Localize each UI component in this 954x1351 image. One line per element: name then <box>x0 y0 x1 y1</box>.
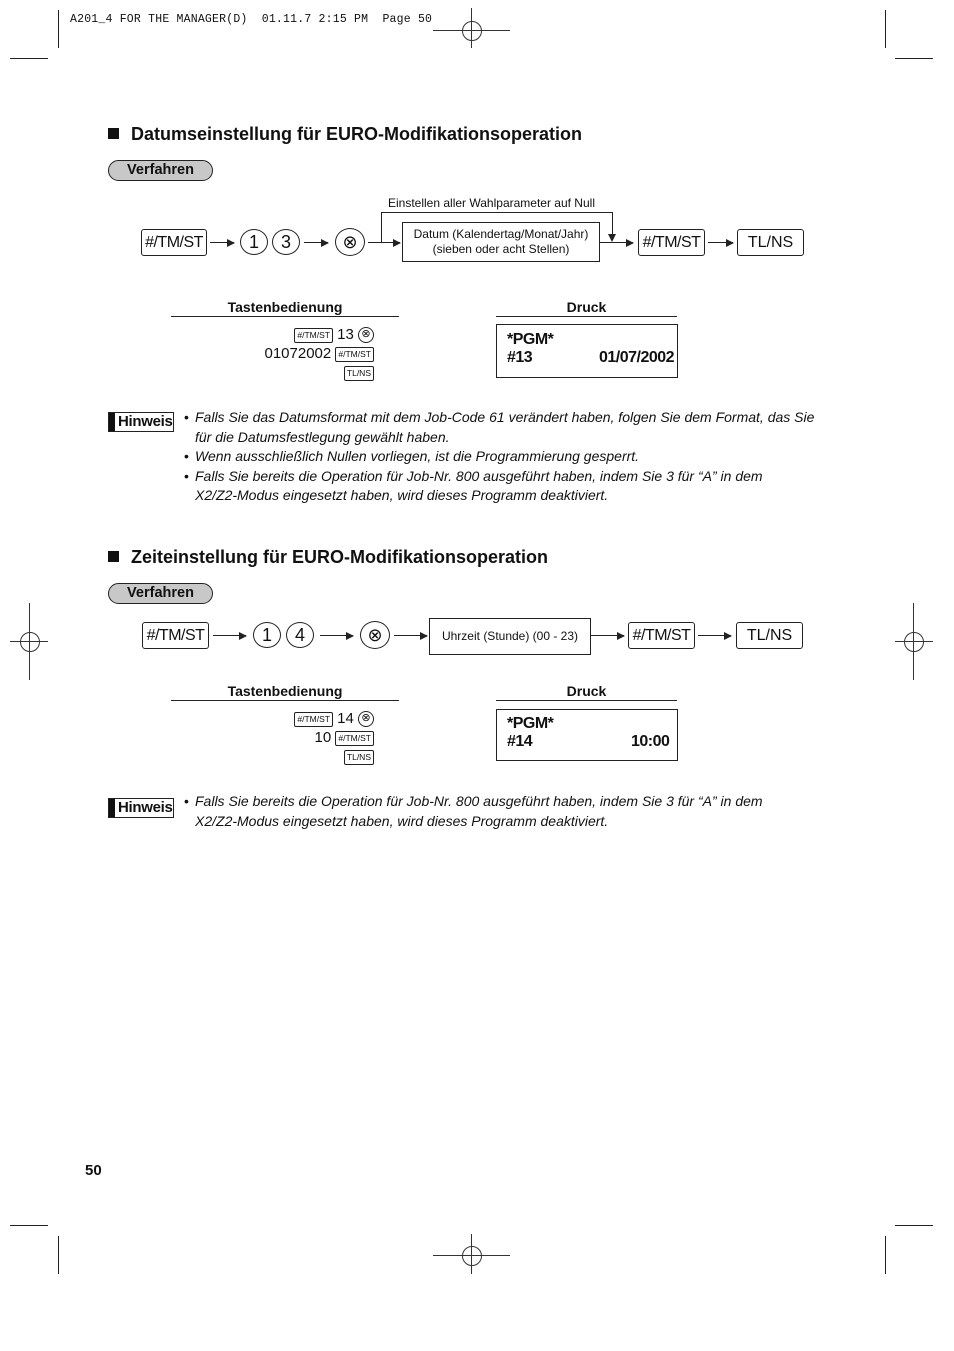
digit-key-3: 3 <box>272 229 300 255</box>
multiply-key-icon: ⊗ <box>358 327 374 343</box>
print-heading: Druck <box>566 299 607 315</box>
key-op-row <box>200 748 374 765</box>
note-badge: Hinweis <box>108 798 174 818</box>
digit-key-4: 4 <box>286 622 314 648</box>
section-bullet-icon <box>108 551 119 562</box>
receipt-line: 01/07/2002 <box>599 349 675 366</box>
key-op-row <box>200 710 374 727</box>
bypass-caption: Einstellen aller Wahlparameter auf Null <box>388 196 595 210</box>
key-operation-heading: Tastenbedienung <box>227 299 343 315</box>
receipt-line: *PGM* <box>507 331 554 348</box>
key-op-value: 10 <box>314 729 332 746</box>
note-list <box>184 408 824 506</box>
tm-st-key: #/TM/ST <box>294 712 333 727</box>
multiply-key-icon: ⊗ <box>360 621 390 649</box>
tm-st-key: #/TM/ST <box>335 731 374 746</box>
key-op-value: 01072002 <box>264 345 332 362</box>
key-op-value: 13 <box>337 326 354 343</box>
receipt-line: *PGM* <box>507 715 554 732</box>
tm-st-key: #/TM/ST <box>294 328 333 343</box>
tm-st-key: #/TM/ST <box>335 347 374 362</box>
note-item: • Wenn ausschließlich Nullen vorliegen, ist die Programmierung gesperrt. <box>184 447 824 467</box>
receipt-print <box>496 709 678 761</box>
date-input-box: Datum (Kalendertag/Monat/Jahr) (sieben oder acht Stellen) <box>402 222 600 262</box>
key-op-row <box>200 345 374 362</box>
tm-st-key: #/TM/ST <box>142 622 209 649</box>
digit-key-1: 1 <box>253 622 281 648</box>
receipt-line: #13 <box>507 349 533 366</box>
note-list <box>184 792 789 831</box>
tl-ns-key: TL/NS <box>737 229 804 256</box>
multiply-key-icon: ⊗ <box>335 228 365 256</box>
tl-ns-key: TL/NS <box>736 622 803 649</box>
tl-ns-key: TL/NS <box>344 366 374 381</box>
note-badge: Hinweis <box>108 412 174 432</box>
receipt-line: 10:00 <box>631 733 670 750</box>
key-op-row <box>200 364 374 381</box>
key-op-row <box>200 326 374 343</box>
receipt-print <box>496 324 678 378</box>
digit-key-1: 1 <box>240 229 268 255</box>
section-bullet-icon <box>108 128 119 139</box>
key-operation-heading: Tastenbedienung <box>227 683 343 699</box>
tm-st-key: #/TM/ST <box>638 229 705 256</box>
section-title-time: Zeiteinstellung für EURO-Modifikationsoperation <box>108 547 548 568</box>
print-heading: Druck <box>566 683 607 699</box>
procedure-badge: Verfahren <box>108 160 213 181</box>
hour-input-box: Uhrzeit (Stunde) (00 - 23) <box>429 618 591 655</box>
multiply-key-icon: ⊗ <box>358 711 374 727</box>
tl-ns-key: TL/NS <box>344 750 374 765</box>
key-op-value: 14 <box>337 710 354 727</box>
page-number: 50 <box>85 1162 102 1179</box>
procedure-badge: Verfahren <box>108 583 213 604</box>
note-item: • Falls Sie das Datumsformat mit dem Job-Code 61 verändert haben, folgen Sie dem Format, das Sie für die Datumsfestlegung gewählt haben. <box>184 408 824 447</box>
print-slug: A201_4 FOR THE MANAGER(D) 01.11.7 2:15 PM Page 50 <box>70 13 433 26</box>
tm-st-key: #/TM/ST <box>141 229 207 256</box>
note-item: • Falls Sie bereits die Operation für Job-Nr. 800 ausgeführt haben, indem Sie 3 für “A” in dem X2/Z2-Modus eingesetzt haben, wird dieses Programm deaktiviert. <box>184 792 789 831</box>
section-title-date: Datumseinstellung für EURO-Modifikationsoperation <box>108 124 582 145</box>
tm-st-key: #/TM/ST <box>628 622 695 649</box>
note-item: • Falls Sie bereits die Operation für Job-Nr. 800 ausgeführt haben, indem Sie 3 für “A” in dem X2/Z2-Modus eingesetzt haben, wird dieses Programm deaktiviert. <box>184 467 800 506</box>
receipt-line: #14 <box>507 733 533 750</box>
key-op-row <box>200 729 374 746</box>
